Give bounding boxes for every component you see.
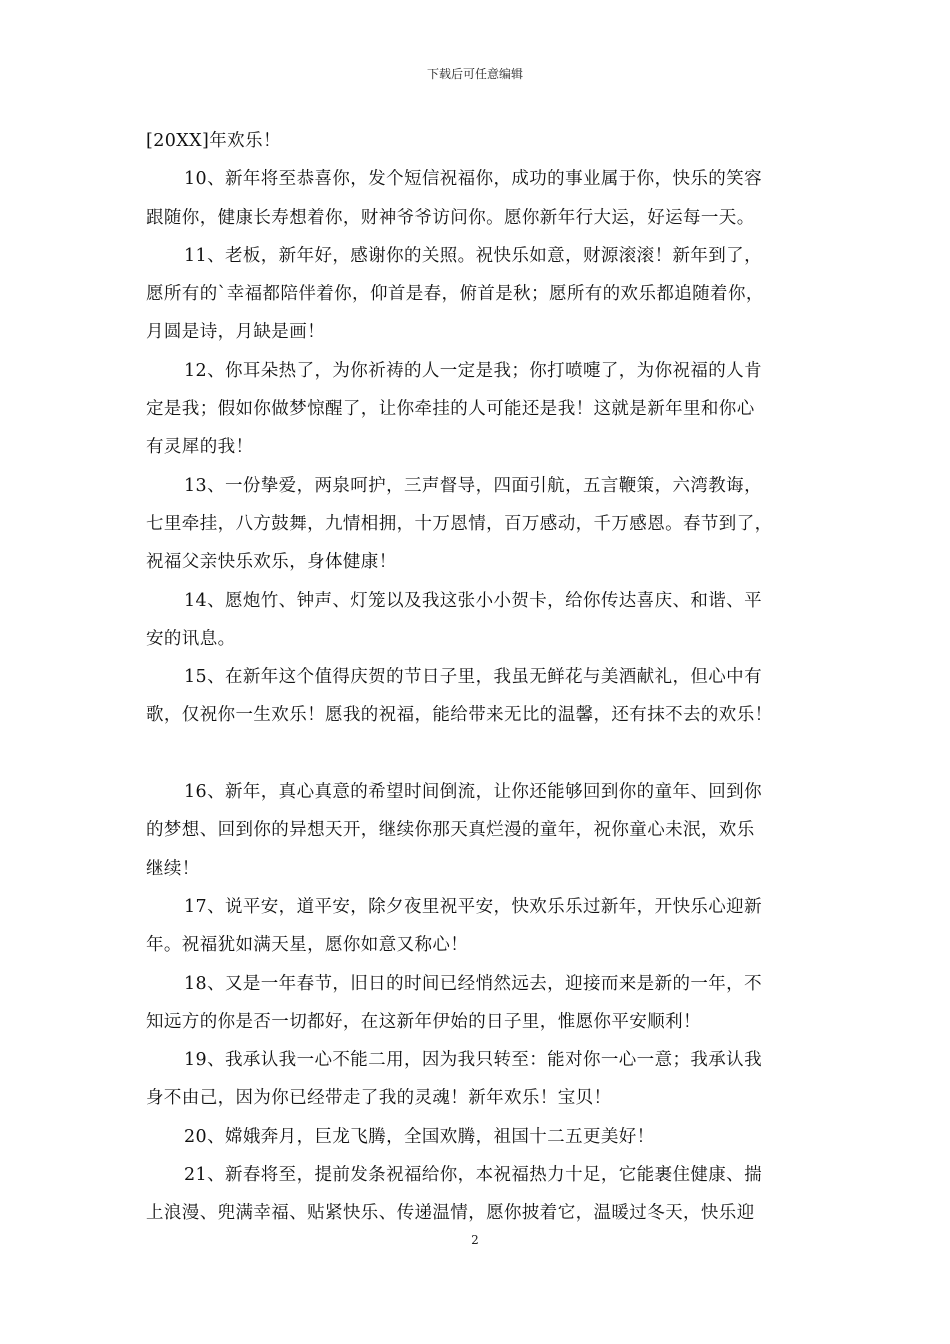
paragraph-18-line-1: 18、又是一年春节，旧日的时间已经悄然远去，迎接而来是新的一年，不 — [184, 973, 762, 994]
paragraph-21-line-2: 上浪漫、兜满幸福、贴紧快乐、传递温情，愿你披着它，温暖过冬天，快乐迎 — [146, 1203, 755, 1224]
paragraph-14-line-2: 安的讯息。 — [146, 628, 236, 649]
paragraph-12-line-3: 有灵犀的我！ — [146, 437, 254, 458]
paragraph-11-line-3: 月圆是诗，月缺是画！ — [146, 322, 325, 343]
paragraph-15-line-2: 歌，仅祝你一生欢乐！愿我的祝福，能给带来无比的温馨，还有抹不去的欢乐！ — [146, 705, 773, 726]
page-number: 2 — [471, 1233, 479, 1247]
paragraph-13-line-1: 13、一份挚爱，两泉呵护，三声督导，四面引航，五言鞭策，六湾教诲， — [184, 475, 762, 496]
paragraph-17-line-2: 年。祝福犹如满天星，愿你如意又称心！ — [146, 935, 469, 956]
blank-line — [146, 735, 808, 773]
text-line: [20XX]年欢乐！ — [146, 131, 281, 151]
document-body — [146, 122, 808, 1233]
paragraph-14-line-1: 14、愿炮竹、钟声、灯笼以及我这张小小贺卡，给你传达喜庆、和谐、平 — [184, 590, 762, 611]
paragraph-16-line-3: 继续！ — [146, 858, 200, 879]
paragraph-10-line-2: 跟随你，健康长寿想着你，财神爷爷访问你。愿你新年行大运，好运每一天。 — [146, 207, 755, 228]
paragraph-15-line-1: 15、在新年这个值得庆贺的节日子里，我虽无鲜花与美酒献礼，但心中有 — [184, 667, 762, 688]
paragraph-18-line-2: 知远方的你是否一切都好，在这新年伊始的日子里，惟愿你平安顺利！ — [146, 1011, 701, 1032]
paragraph-10-line-1: 10、新年将至恭喜你，发个短信祝福你，成功的事业属于你，快乐的笑容 — [184, 169, 762, 190]
paragraph-19-line-1: 19、我承认我一心不能二用，因为我只转至：能对你一心一意；我承认我 — [184, 1050, 762, 1071]
paragraph-20-line-1: 20、嫦娥奔月，巨龙飞腾，全国欢腾，祖国十二五更美好！ — [184, 1126, 655, 1147]
paragraph-11-line-2: 愿所有的`幸福都陪伴着你，仰首是春，俯首是秋；愿所有的欢乐都追随着你， — [146, 284, 764, 305]
paragraph-13-line-3: 祝福父亲快乐欢乐，身体健康！ — [146, 552, 397, 573]
paragraph-13-line-2: 七里牵挂，八方鼓舞，九情相拥，十万恩情，百万感动，千万感恩。春节到了， — [146, 513, 773, 534]
paragraph-21-line-1: 21、新春将至，提前发条祝福给你，本祝福热力十足，它能裹住健康、揣 — [184, 1165, 762, 1186]
paragraph-11-line-1: 11、老板，新年好，感谢你的关照。祝快乐如意，财源滚滚！新年到了， — [184, 245, 762, 266]
paragraph-12-line-2: 定是我；假如你做梦惊醒了，让你牵挂的人可能还是我！这就是新年里和你心 — [146, 399, 755, 420]
paragraph-16-line-2: 的梦想、回到你的异想天开，继续你那天真烂漫的童年，祝你童心未泯，欢乐 — [146, 820, 755, 841]
paragraph-12-line-1: 12、你耳朵热了，为你祈祷的人一定是我；你打喷嚏了，为你祝福的人肯 — [184, 360, 762, 381]
paragraph-16-line-1: 16、新年，真心真意的希望时间倒流，让你还能够回到你的童年、回到你 — [184, 782, 762, 803]
paragraph-17-line-1: 17、说平安，道平安，除夕夜里祝平安，快欢乐乐过新年，开快乐心迎新 — [184, 896, 762, 917]
page-header: 下载后可任意编辑 — [426, 67, 523, 81]
paragraph-19-line-2: 身不由己，因为你已经带走了我的灵魂！新年欢乐！宝贝！ — [146, 1088, 612, 1109]
